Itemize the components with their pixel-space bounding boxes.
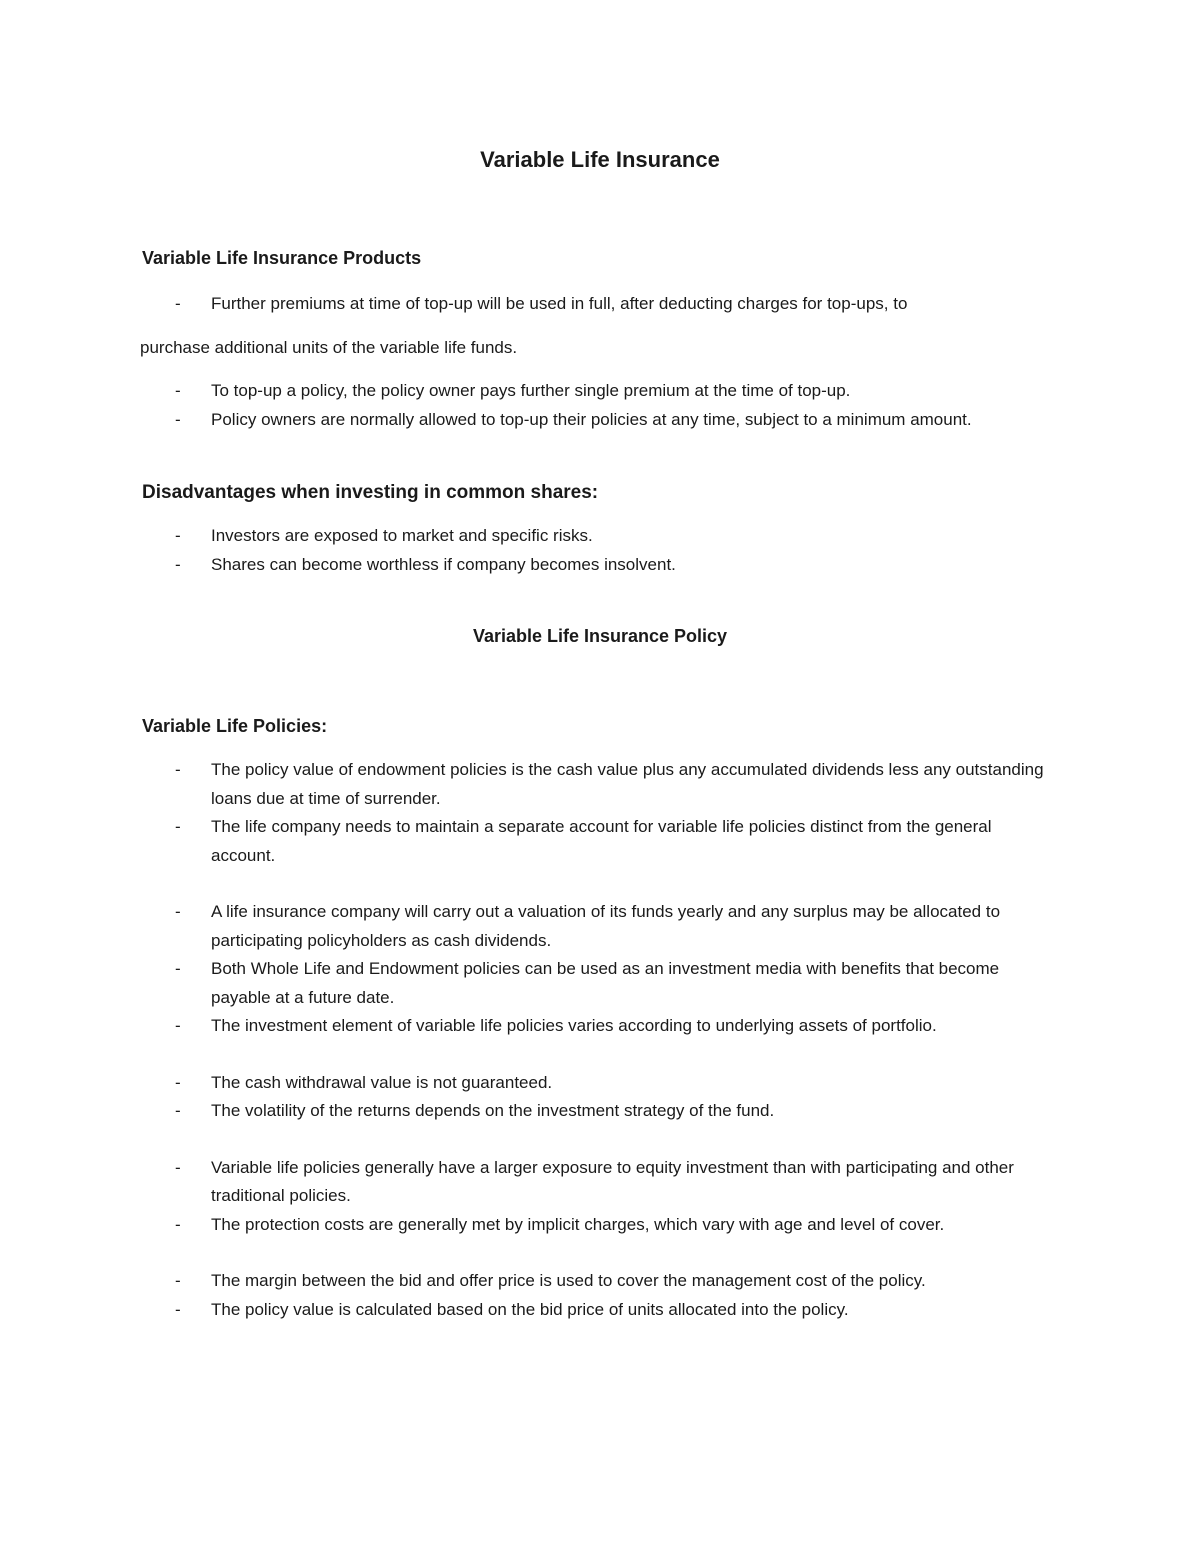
bullet-dash: - xyxy=(175,1299,181,1319)
list-item-text: The investment element of variable life policies varies according to underlying assets of portfolio. xyxy=(211,1016,937,1035)
list-item xyxy=(140,377,1060,406)
list-item-text: A life insurance company will carry out a valuation of its funds yearly and any surplus may be allocated to participating policyholders as cash dividends. xyxy=(211,902,1001,950)
list-item-text: The policy value is calculated based on the bid price of units allocated into the policy. xyxy=(211,1299,849,1319)
bullet-dash: - xyxy=(175,381,181,400)
list-item xyxy=(140,813,1060,870)
products-continuation: purchase additional units of the variable life funds. xyxy=(140,338,518,357)
list-item-text: The cash withdrawal value is not guaranteed. xyxy=(211,1072,553,1092)
bullet-dash: - xyxy=(175,526,181,545)
disadvantages-list xyxy=(140,522,1060,579)
products-first-list xyxy=(140,290,1060,319)
list-item xyxy=(140,1296,1060,1325)
list-item-text: The life company needs to maintain a separate account for variable life policies distinct from the general account. xyxy=(211,817,992,865)
list-item-text: To top-up a policy, the policy owner pays further single premium at the time of top-up. xyxy=(211,381,851,400)
policy-title: Variable Life Insurance Policy xyxy=(472,626,728,646)
list-item xyxy=(140,955,1060,1012)
list-item xyxy=(140,1012,1060,1041)
list-item-text: Investors are exposed to market and specific risks. xyxy=(211,526,593,545)
list-item-text: The margin between the bid and offer price is used to cover the management cost of the policy. xyxy=(211,1271,926,1290)
list-item-text: Variable life policies generally have a larger exposure to equity investment than with participating and other traditional policies. xyxy=(211,1157,1014,1205)
bullet-dash: - xyxy=(175,1157,181,1177)
bullet-dash: - xyxy=(175,409,181,429)
bullet-dash: - xyxy=(175,1016,181,1035)
bullet-dash: - xyxy=(175,1101,181,1120)
list-item xyxy=(140,406,1060,435)
list-item xyxy=(140,1211,1060,1240)
policies-heading: Variable Life Policies: xyxy=(142,716,328,736)
list-item xyxy=(140,1097,1060,1126)
bullet-dash: - xyxy=(175,902,181,921)
list-item-text: The volatility of the returns depends on the investment strategy of the fund. xyxy=(211,1101,775,1120)
list-item-text: Further premiums at time of top-up will be used in full, after deducting charges for top-ups, to xyxy=(211,294,908,313)
document-title: Variable Life Insurance xyxy=(480,147,720,172)
list-item xyxy=(140,290,1060,319)
bullet-dash: - xyxy=(175,1072,181,1092)
products-list xyxy=(140,377,1060,434)
bullet-dash: - xyxy=(175,294,181,313)
bullet-dash: - xyxy=(175,760,181,779)
products-heading: Variable Life Insurance Products xyxy=(142,248,422,268)
list-item xyxy=(140,1069,1060,1098)
list-item xyxy=(140,1267,1060,1296)
bullet-dash: - xyxy=(175,554,181,574)
list-item xyxy=(140,522,1060,551)
list-item-text: The protection costs are generally met by implicit charges, which vary with age and level of cover. xyxy=(211,1214,945,1234)
list-item xyxy=(140,756,1060,813)
list-item-text: Policy owners are normally allowed to top-up their policies at any time, subject to a minimum amount. xyxy=(211,409,972,429)
list-item xyxy=(140,1154,1060,1211)
policies-list xyxy=(140,756,1060,1324)
bullet-dash: - xyxy=(175,1271,181,1290)
list-item-text: Both Whole Life and Endowment policies can be used as an investment media with benefits that become payable at a future date. xyxy=(211,959,1000,1007)
list-item-text: Shares can become worthless if company becomes insolvent. xyxy=(211,554,676,574)
list-item xyxy=(140,898,1060,955)
bullet-dash: - xyxy=(175,959,181,978)
bullet-dash: - xyxy=(175,1214,181,1234)
list-item xyxy=(140,551,1060,580)
list-item-text: The policy value of endowment policies is the cash value plus any accumulated dividends less any outstanding loans due at time of surrender. xyxy=(211,760,1044,808)
bullet-dash: - xyxy=(175,817,181,836)
disadvantages-heading: Disadvantages when investing in common shares: xyxy=(142,482,599,503)
